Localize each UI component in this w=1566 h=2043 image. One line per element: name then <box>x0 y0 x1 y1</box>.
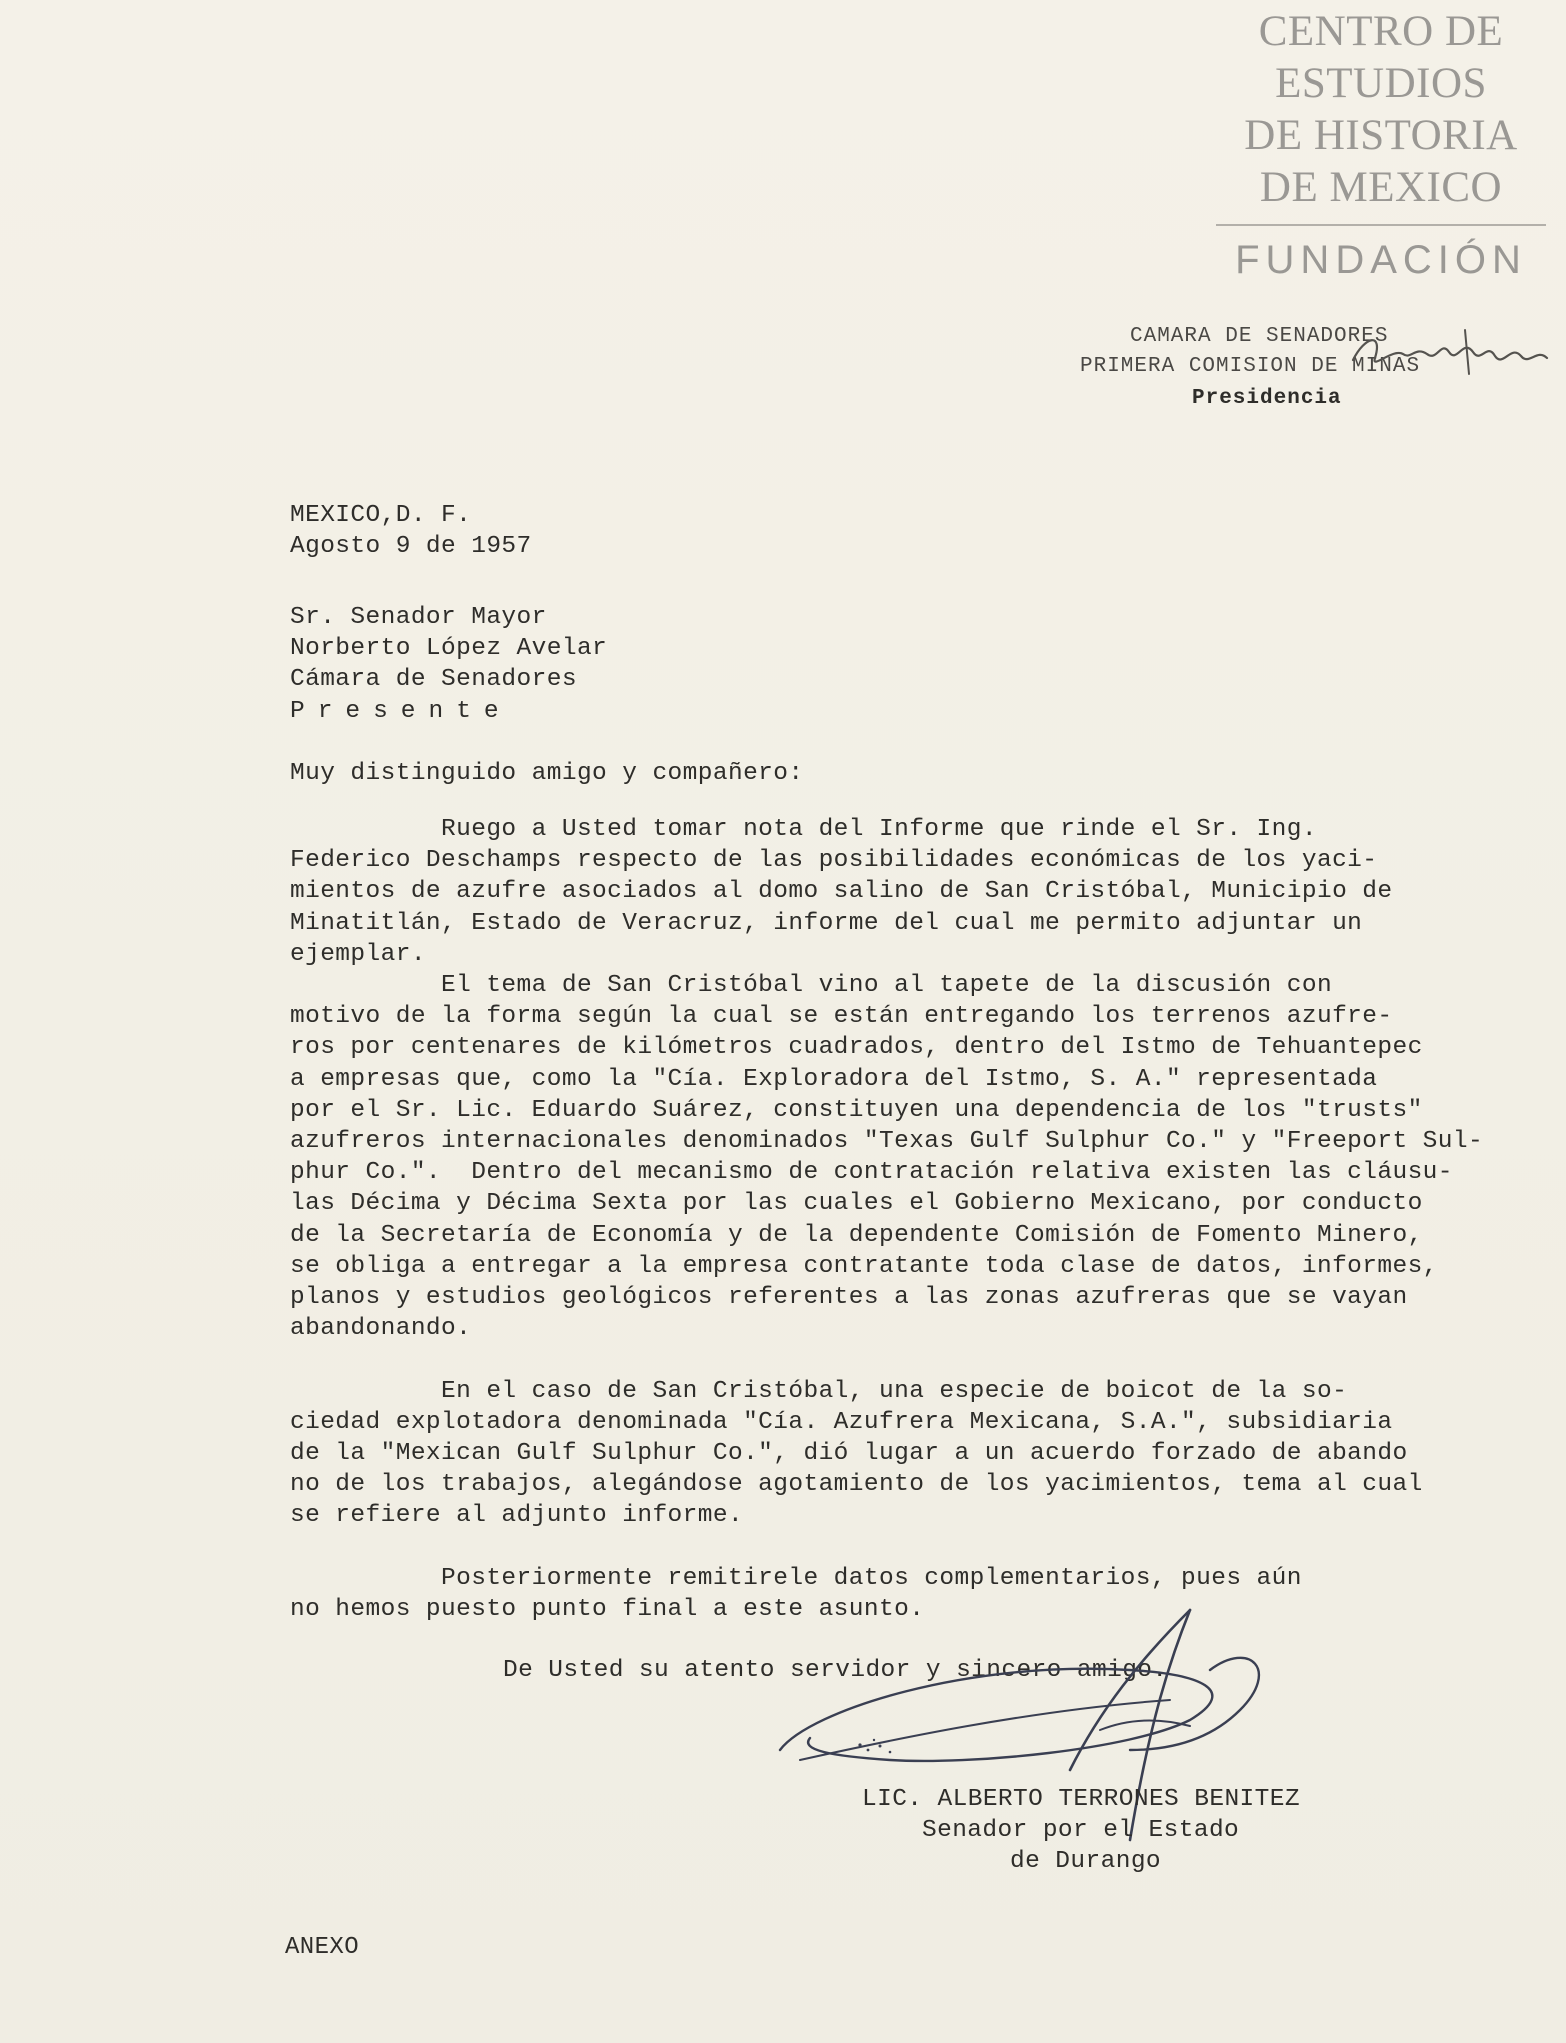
recipient-presente: Presente <box>290 697 512 725</box>
paragraph-3-line-3: de la "Mexican Gulf Sulphur Co.", dió lugar a un acuerdo forzado de abando <box>290 1440 1408 1468</box>
paragraph-2-line-8: las Décima y Décima Sexta por las cuales el Gobierno Mexicano, por conducto <box>290 1190 1423 1218</box>
place: MEXICO,D. F. <box>290 502 472 529</box>
archive-line-2: ESTUDIOS <box>1275 60 1487 107</box>
place-date-block <box>290 500 532 562</box>
paragraph-2-line-12: abandonando. <box>290 1315 472 1343</box>
letterhead-chamber: CAMARA DE SENADORES <box>1130 325 1389 348</box>
paragraph-3-line-2: ciedad explotadora denominada "Cía. Azufrera Mexicana, S.A.", subsidiaria <box>290 1408 1393 1436</box>
handwritten-annotation <box>1345 318 1555 388</box>
annex-label: ANEXO <box>285 1934 360 1961</box>
paragraph-4-line-2: no hemos puesto punto final a este asunto. <box>290 1596 925 1624</box>
paragraph-2-line-6: azufreros internacionales denominados "Texas Gulf Sulphur Co." y "Freeport Sul- <box>290 1128 1484 1156</box>
paragraph-3-line-4: no de los trabajos, alegándose agotamiento de los yacimientos, tema al cual <box>290 1471 1423 1499</box>
archive-line-1: CENTRO DE <box>1258 8 1504 55</box>
paragraph-1-line-3: mientos de azufre asociados al domo salino de San Cristóbal, Municipio de <box>290 878 1393 906</box>
paragraph-3-line-1: En el caso de San Cristóbal, una especie de boicot de la so- <box>290 1377 1348 1405</box>
salutation: Muy distinguido amigo y compañero: <box>290 760 804 787</box>
recipient-institution: Cámara de Senadores <box>290 666 577 694</box>
paragraph-2-line-3: ros por centenares de kilómetros cuadrados, dentro del Istmo de Tehuantepec <box>290 1034 1423 1062</box>
signatory-block <box>862 1784 1300 1878</box>
letter-body <box>290 814 1483 1625</box>
signatory-name: LIC. ALBERTO TERRONES BENITEZ <box>862 1786 1300 1813</box>
paragraph-2-line-4: a empresas que, como la "Cía. Exploradora del Istmo, S. A." representada <box>290 1065 1378 1093</box>
closing-line: De Usted su atento servidor y sincero amigo. <box>503 1657 1168 1684</box>
paragraph-3-line-5: se refiere al adjunto informe. <box>290 1502 744 1530</box>
paragraph-2-line-11: planos y estudios geológicos referentes a las zonas azufreras que se vayan <box>290 1284 1408 1312</box>
paragraph-2-line-7: phur Co.". Dentro del mecanismo de contratación relativa existen las cláusu- <box>290 1159 1453 1187</box>
recipient-name: Norberto López Avelar <box>290 635 608 663</box>
paragraph-4-line-1: Posteriormente remitirele datos complementarios, pues aún <box>290 1564 1302 1592</box>
archive-foundation: FUNDACIÓN <box>1235 238 1527 282</box>
date: Agosto 9 de 1957 <box>290 533 532 561</box>
paragraph-2-line-2: motivo de la forma según la cual se están entregando los terrenos azufre- <box>290 1003 1393 1031</box>
paragraph-1-line-1: Ruego a Usted tomar nota del Informe que rinde el Sr. Ing. <box>290 816 1317 843</box>
recipient-title: Sr. Senador Mayor <box>290 604 547 631</box>
recipient-block <box>290 602 607 727</box>
archive-watermark <box>1216 6 1546 284</box>
letterhead-presidency: Presidencia <box>1192 387 1342 410</box>
paragraph-2-line-10: se obliga a entregar a la empresa contratante toda clase de datos, informes, <box>290 1252 1438 1280</box>
signatory-title: Senador por el Estado <box>922 1817 1240 1845</box>
paragraph-2-line-5: por el Sr. Lic. Eduardo Suárez, constituyen una dependencia de los "trusts" <box>290 1096 1423 1124</box>
archive-line-3: DE HISTORIA <box>1244 112 1518 159</box>
signatory-state: de Durango <box>1010 1848 1162 1876</box>
letterhead-commission: PRIMERA COMISION DE MINAS <box>1080 355 1421 378</box>
paragraph-2-line-9: de la Secretaría de Economía y de la dependente Comisión de Fomento Minero, <box>290 1221 1423 1249</box>
paragraph-1-line-5: ejemplar. <box>290 940 426 968</box>
paragraph-1-line-4: Minatitlán, Estado de Veracruz, informe del cual me permito adjuntar un <box>290 909 1363 937</box>
paragraph-2-line-1: El tema de San Cristóbal vino al tapete de la discusión con <box>290 972 1333 1000</box>
archive-divider <box>1216 224 1546 226</box>
archive-line-4: DE MEXICO <box>1259 164 1503 211</box>
paragraph-1-line-2: Federico Deschamps respecto de las posibilidades económicas de los yaci- <box>290 847 1378 875</box>
